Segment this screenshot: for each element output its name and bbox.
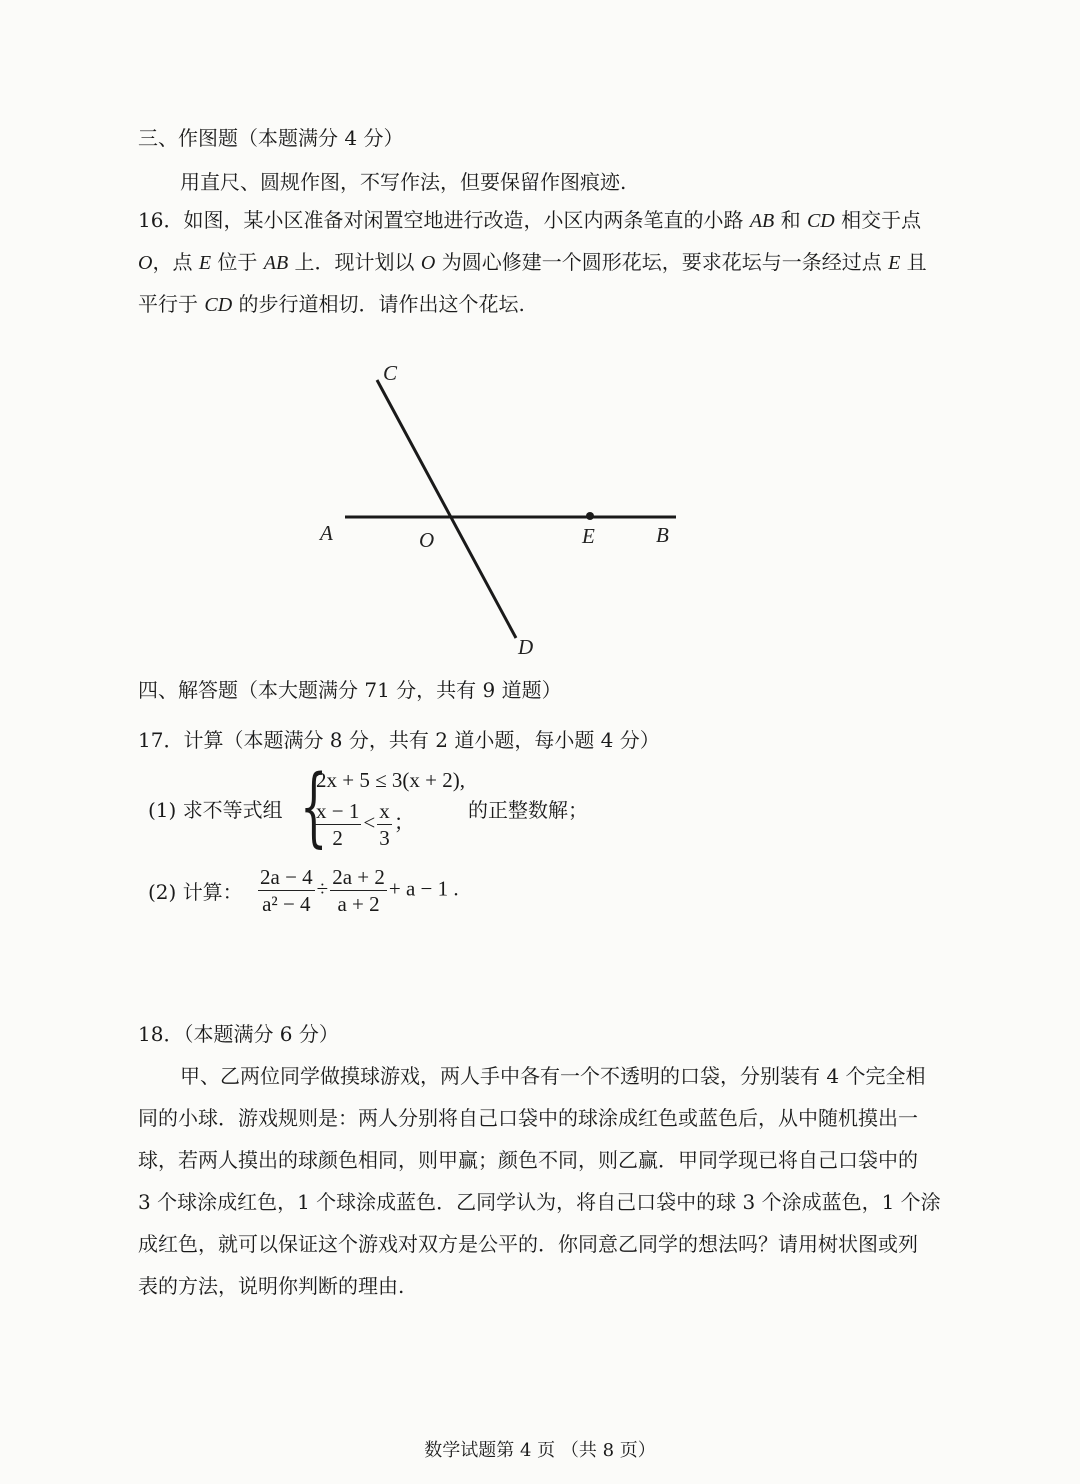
denominator: a + 2 — [337, 892, 380, 916]
math-cd: CD — [806, 210, 835, 232]
q16-text: 的步行道相切．请作出这个花坛. — [232, 292, 525, 316]
numerator: x − 1 — [316, 799, 360, 823]
point-e — [586, 512, 594, 520]
q16-text: 和 — [774, 208, 807, 232]
q17-title: 17．计算（本题满分 8 分，共有 2 道小题，每小题 4 分） — [138, 728, 660, 752]
system-brace: { — [300, 757, 328, 857]
q16-text: 且 — [900, 250, 927, 274]
denominator: 2 — [332, 826, 343, 850]
label-o: O — [419, 528, 435, 552]
label-d: D — [518, 635, 534, 659]
section3-instruction: 用直尺、圆规作图，不写作法，但要保留作图痕迹. — [180, 170, 627, 194]
q17-p1-tail: 的正整数解； — [468, 798, 588, 822]
math-ab: AB — [263, 252, 289, 274]
denominator: a² − 4 — [262, 892, 311, 916]
fraction — [314, 798, 361, 851]
label-b: B — [656, 523, 669, 547]
divide-sign: ÷ — [316, 876, 329, 901]
q18-line: 球，若两人摸出的球颜色相同，则甲赢；颜色不同，则乙赢．甲同学现已将自己口袋中的 — [138, 1148, 918, 1172]
q16-text: 位于 — [211, 250, 264, 274]
q18-line: 同的小球．游戏规则是：两人分别将自己口袋中的球涂成红色或蓝色后，从中随机摸出一 — [138, 1106, 918, 1130]
fraction — [330, 864, 387, 917]
semicolon: ； — [393, 810, 415, 835]
label-e: E — [582, 524, 595, 548]
q16-text: 上．现计划以 — [288, 250, 421, 274]
q18-line: 3 个球涂成红色，1 个球涂成蓝色．乙同学认为，将自己口袋中的球 3 个涂成蓝色，1 个涂 — [138, 1190, 941, 1214]
section4-heading: 四、解答题（本大题满分 71 分，共有 9 道题） — [138, 678, 562, 702]
denominator: 3 — [379, 826, 390, 850]
q17-expression — [256, 864, 459, 917]
q18-line: 表的方法，说明你判断的理由. — [138, 1274, 405, 1298]
q16-text: ，点 — [152, 250, 199, 274]
q16-text: 16．如图，某小区准备对闲置空地进行改造，小区内两条笔直的小路 — [138, 208, 750, 232]
q17-ineq1: 2x + 5 ≤ 3(x + 2), — [316, 768, 465, 792]
q17-p1-label: (1) 求不等式组 — [148, 798, 283, 822]
math-o: O — [420, 252, 436, 274]
label-a: A — [320, 521, 333, 545]
page-footer: 数学试题第 4 页 （共 8 页） — [424, 1440, 656, 1461]
q16-text: 为圆心修建一个圆形花坛，要求花坛与一条经过点 — [435, 250, 889, 274]
math-cd: CD — [204, 294, 233, 316]
line-cd — [377, 380, 516, 638]
q18-line: 甲、乙两位同学做摸球游戏，两人手中各有一个不透明的口袋，分别装有 4 个完全相 — [180, 1064, 926, 1088]
numerator: x — [379, 799, 390, 823]
numerator: 2a + 2 — [332, 865, 385, 889]
fraction — [258, 864, 315, 917]
math-e: E — [198, 252, 212, 274]
q16-text: 平行于 — [138, 292, 205, 316]
numerator: 2a − 4 — [260, 865, 313, 889]
section3-heading: 三、作图题（本题满分 4 分） — [138, 126, 404, 150]
q18-title: 18．（本题满分 6 分） — [138, 1022, 339, 1046]
math-o: O — [138, 252, 153, 274]
q17-p2-label: (2) 计算： — [148, 880, 243, 904]
label-c: C — [383, 361, 398, 385]
math-e: E — [888, 252, 901, 274]
expression-tail: + a − 1 . — [388, 876, 459, 901]
q18-line: 成红色，就可以保证这个游戏对双方是公平的．你同意乙同学的想法吗？请用树状图或列 — [138, 1232, 918, 1256]
math-ab: AB — [749, 210, 775, 232]
less-than: < — [363, 810, 376, 835]
q17-ineq2 — [312, 798, 415, 851]
q16-text: 相交于点 — [834, 208, 922, 232]
fraction — [377, 798, 392, 851]
